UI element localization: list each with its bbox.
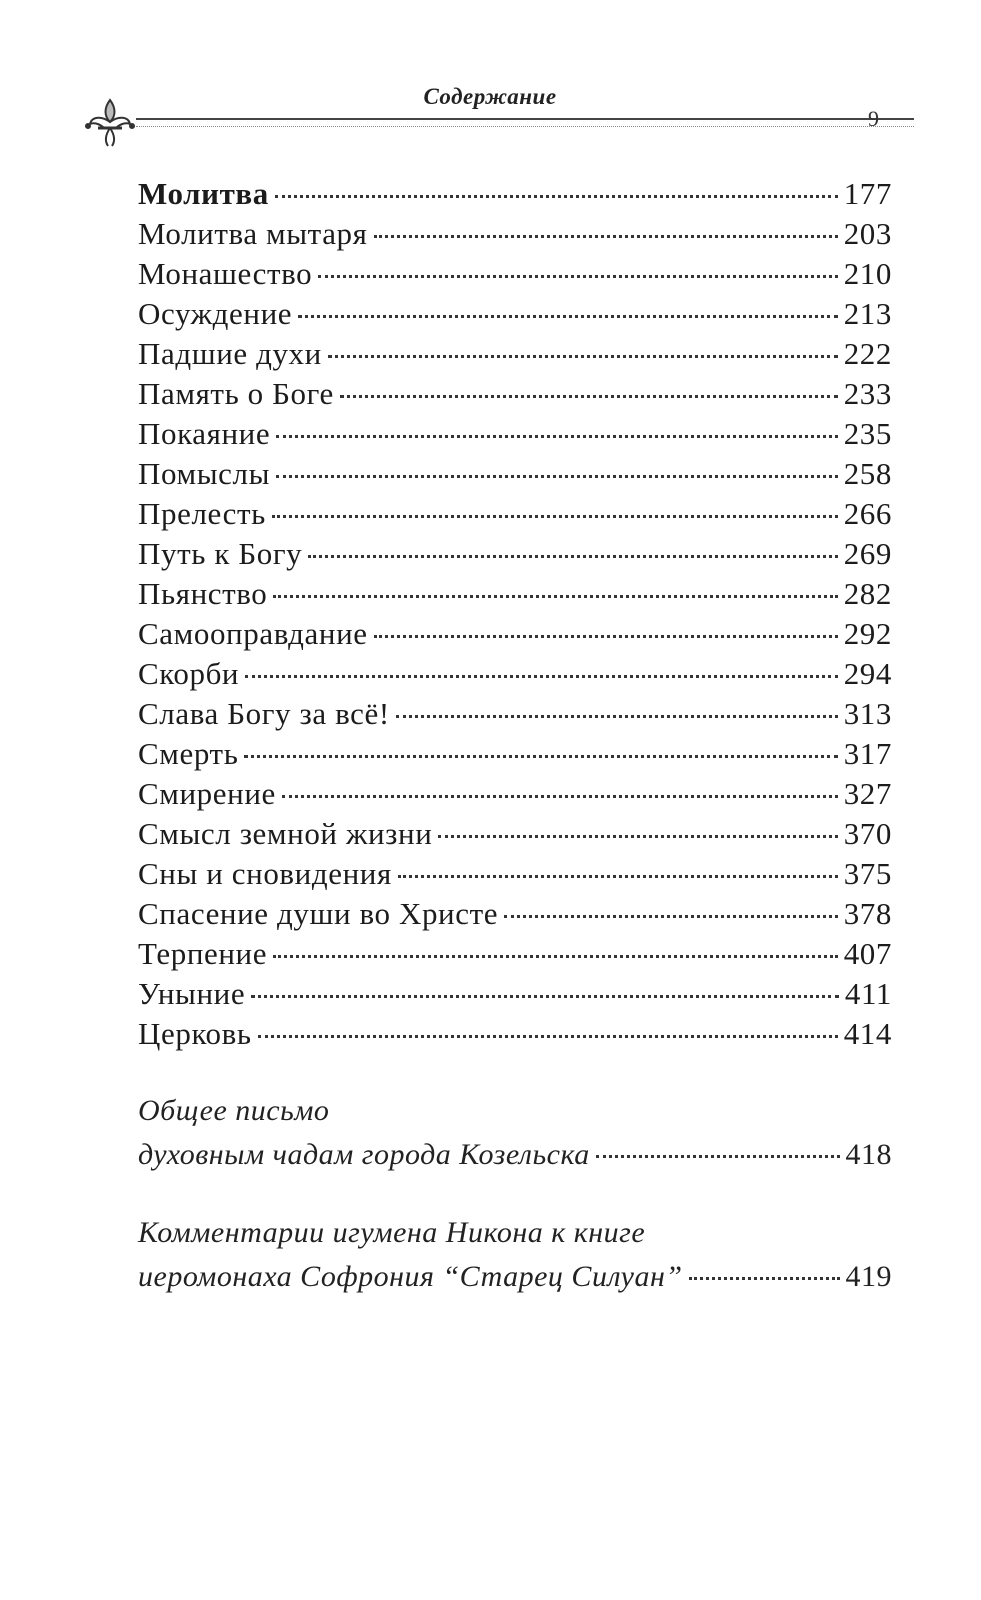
toc-entry-page: 414 [843, 1016, 892, 1051]
toc-entry-title: Монашество [138, 256, 313, 291]
toc-entry-title: Осуждение [138, 296, 293, 331]
toc-entry-page: 411 [844, 976, 892, 1011]
toc-entry [138, 1016, 892, 1056]
dot-leader [245, 675, 838, 678]
toc-entry-title: Покаяние [138, 416, 271, 451]
toc-entry-title: Смерть [138, 736, 239, 771]
dot-leader [276, 475, 838, 478]
toc-entry-page: 378 [843, 896, 892, 931]
toc-entry-page: 235 [843, 416, 892, 451]
table-of-contents [138, 176, 892, 1056]
page-title: Содержание [423, 84, 557, 109]
letter-title-line-1: Общее письмо [138, 1094, 330, 1127]
dot-leader [596, 1155, 840, 1158]
toc-entry [138, 896, 892, 936]
toc-entry-page: 292 [843, 616, 892, 651]
toc-entry [138, 456, 892, 496]
dot-leader [251, 995, 839, 998]
toc-entry-page: 294 [843, 656, 892, 691]
toc-entry [138, 656, 892, 696]
toc-entry-page: 258 [843, 456, 892, 491]
commentary-title-line-1: Комментарии игумена Никона к книге [138, 1216, 646, 1249]
toc-entry [138, 576, 892, 616]
dot-leader [275, 195, 838, 198]
toc-entry-title: Прелесть [138, 496, 266, 531]
toc-entry-title: Пьянство [138, 576, 268, 611]
commentary-page: 419 [845, 1260, 892, 1293]
toc-entry-page: 282 [843, 576, 892, 611]
commentary-title-line-2: иеромонаха Софрония “Старец Силуан” [138, 1260, 683, 1293]
commentary-title-row [138, 1260, 892, 1304]
dot-leader [438, 835, 837, 838]
toc-entry [138, 376, 892, 416]
toc-entry-page: 203 [843, 216, 892, 251]
toc-entry [138, 936, 892, 976]
dot-leader [272, 515, 838, 518]
toc-entry [138, 216, 892, 256]
commentary-entry [138, 1216, 892, 1304]
toc-entry-page: 313 [843, 696, 892, 731]
toc-entry [138, 856, 892, 896]
toc-entry-title: Падшие духи [138, 336, 322, 371]
toc-entry [138, 736, 892, 776]
toc-entry [138, 536, 892, 576]
toc-entry-page: 269 [843, 536, 892, 571]
dot-leader [398, 875, 838, 878]
dot-leader [328, 355, 838, 358]
letter-title-line-2: духовным чадам города Козельска [138, 1138, 590, 1171]
toc-entry-title: Терпение [138, 936, 268, 971]
toc-entry-title: Уныние [138, 976, 246, 1011]
dot-leader [689, 1277, 840, 1280]
toc-entry-title: Молитва мытаря [138, 216, 368, 251]
dot-leader [298, 315, 838, 318]
toc-entry [138, 416, 892, 456]
toc-entry [138, 496, 892, 536]
toc-entry-page: 370 [843, 816, 892, 851]
toc-entry-page: 375 [843, 856, 892, 891]
dot-leader [273, 955, 838, 958]
toc-entry [138, 696, 892, 736]
toc-entry-title: Помыслы [138, 456, 270, 491]
dot-leader [340, 395, 838, 398]
letter-entry [138, 1094, 892, 1182]
toc-entry-page: 177 [843, 176, 892, 211]
dot-leader [374, 635, 838, 638]
toc-entry [138, 296, 892, 336]
toc-entry-page: 210 [843, 256, 892, 291]
toc-entry-page: 407 [843, 936, 892, 971]
dot-leader [374, 235, 838, 238]
page-number: 9 [868, 106, 879, 131]
dot-leader [258, 1035, 838, 1038]
dot-leader [504, 915, 838, 918]
dot-leader [276, 435, 837, 438]
toc-entry-title: Сны и сновидения [138, 856, 392, 891]
letter-page: 418 [845, 1138, 892, 1171]
toc-entry [138, 816, 892, 856]
toc-entry-title: Церковь [138, 1016, 252, 1051]
toc-entry [138, 616, 892, 656]
toc-entry-title: Спасение души во Христе [138, 896, 499, 931]
toc-entry [138, 256, 892, 296]
dot-leader [318, 275, 837, 278]
toc-entry [138, 976, 892, 1016]
toc-entry-page: 213 [843, 296, 892, 331]
toc-entry-title: Память о Боге [138, 376, 334, 411]
toc-entry-title: Молитва [138, 176, 269, 211]
toc-entry-page: 266 [843, 496, 892, 531]
toc-entry-title: Скорби [138, 656, 240, 691]
toc-entry-title: Самооправдание [138, 616, 368, 651]
toc-entry-page: 327 [843, 776, 892, 811]
toc-entry [138, 336, 892, 376]
toc-entry-page: 233 [843, 376, 892, 411]
toc-entry-page: 222 [843, 336, 892, 371]
dot-leader [308, 555, 837, 558]
dot-leader [282, 795, 838, 798]
toc-entry-page: 317 [843, 736, 892, 771]
toc-entry-title: Путь к Богу [138, 536, 303, 571]
header-rule [136, 118, 914, 127]
dot-leader [273, 595, 837, 598]
toc-entry-title: Смысл земной жизни [138, 816, 433, 851]
toc-entry-title: Смирение [138, 776, 276, 811]
fleur-de-lis-icon [80, 92, 140, 152]
dot-leader [244, 755, 837, 758]
letter-title-row [138, 1138, 892, 1182]
toc-entry-title: Слава Богу за всё! [138, 696, 390, 731]
page-header [80, 82, 900, 152]
toc-entry [138, 776, 892, 816]
toc-entry [138, 176, 892, 216]
dot-leader [396, 715, 838, 718]
